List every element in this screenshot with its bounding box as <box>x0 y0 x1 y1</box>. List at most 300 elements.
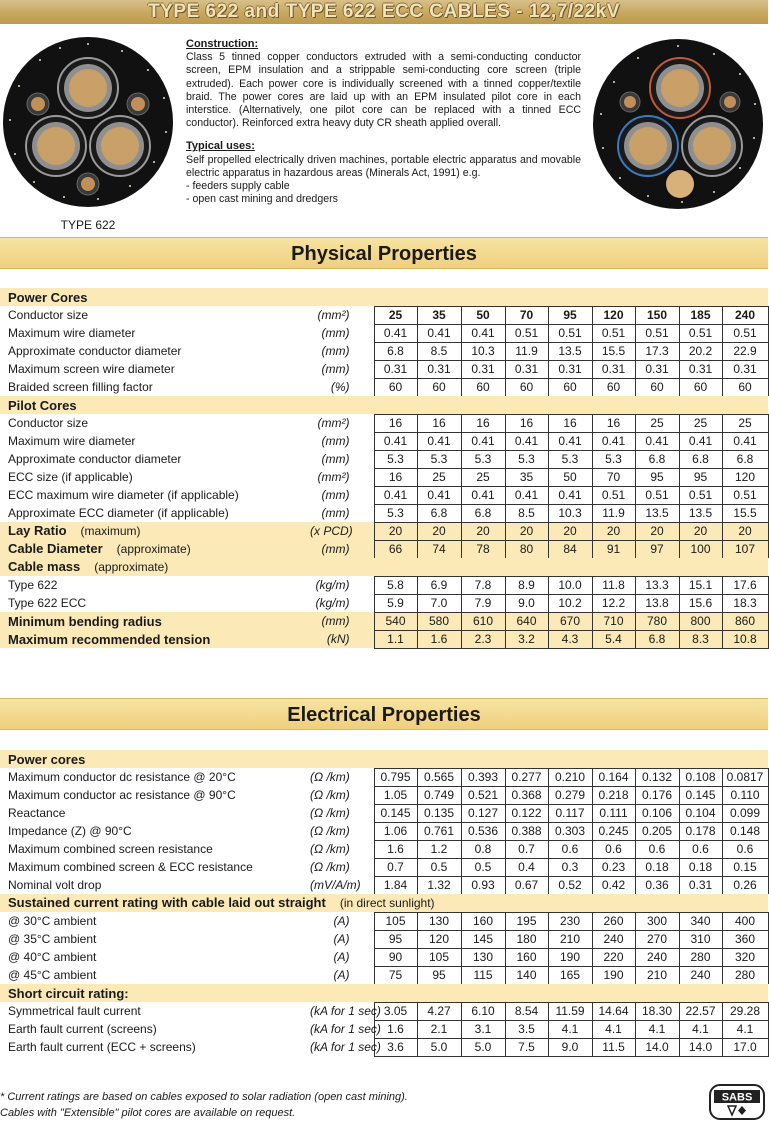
table-cell: 0.749 <box>417 786 461 804</box>
table-cell: 0.41 <box>461 432 505 450</box>
category-sustained-current <box>0 894 768 912</box>
row-unit: (mm) <box>321 433 350 448</box>
table-row <box>0 1038 768 1056</box>
table-cell: 0.218 <box>592 786 635 804</box>
category-label: Pilot Cores <box>8 397 77 413</box>
cable-cross-section-type-622-ecc <box>592 38 764 210</box>
table-cell: 20 <box>461 522 505 540</box>
table-cell: 4.1 <box>592 1020 635 1038</box>
table-cell: 0.565 <box>417 768 461 786</box>
row-unit: (x PCD) <box>310 522 374 540</box>
table-cell: 60 <box>722 378 768 396</box>
table-cell: 22.57 <box>679 1002 722 1020</box>
table-cell: 0.795 <box>374 768 417 786</box>
table-cell: 240 <box>592 930 635 948</box>
construction-text: Class 5 tinned copper conductors extruded with a semi-conducting conductor screen, EPM insulation and a strippable semi-conducting core screen (triple extruded). Each power core is individually screened with a tinned copper/textile braid. The power cores are laid up with an EPM insulated pilot core in each interstice. (Alternatively, one pilot core can be replaced with a tinned ECC conductor). Reinforced extra heavy duty CR sheath applied overall. <box>186 51 581 130</box>
table-cell: 0.5 <box>461 858 505 876</box>
table-cell: 11.5 <box>592 1038 635 1056</box>
table-cell: 100 <box>679 540 722 558</box>
table-cell: 0.18 <box>635 858 679 876</box>
table-cell: 4.1 <box>679 1020 722 1038</box>
table-cell: 3.1 <box>461 1020 505 1038</box>
table-cell: 120 <box>722 468 768 486</box>
table-cell: 75 <box>374 966 417 984</box>
table-cell: 17.6 <box>722 576 768 594</box>
table-cell: 0.7 <box>505 840 548 858</box>
table-cell: 4.3 <box>548 630 592 648</box>
table-cell: 120 <box>592 306 635 324</box>
table-cell: 0.6 <box>548 840 592 858</box>
table-cell: 0.51 <box>679 324 722 342</box>
table-cell: 0.31 <box>679 360 722 378</box>
table-cell: 0.205 <box>635 822 679 840</box>
table-cell: 240 <box>722 306 768 324</box>
table-cell: 1.6 <box>374 840 417 858</box>
table-cell: 78 <box>461 540 505 558</box>
table-cell: 0.178 <box>679 822 722 840</box>
row-unit: (Ω /km) <box>310 787 350 802</box>
table-cell: 165 <box>548 966 592 984</box>
table-cell: 5.9 <box>374 594 417 612</box>
table-cell: 4.1 <box>548 1020 592 1038</box>
table-cell: 280 <box>722 966 768 984</box>
category-note: (approximate) <box>94 560 169 574</box>
table-cell: 780 <box>635 612 679 630</box>
row-label: Nominal volt drop <box>8 877 102 892</box>
table-cell: 6.8 <box>374 342 417 360</box>
table-cell: 5.3 <box>374 504 417 522</box>
table-row <box>0 930 768 948</box>
table-cell: 0.104 <box>679 804 722 822</box>
table-cell: 0.6 <box>635 840 679 858</box>
table-cell: 230 <box>548 912 592 930</box>
table-cell: 18.30 <box>635 1002 679 1020</box>
row-unit: (mm) <box>310 612 374 630</box>
row-unit: (kA for 1 sec) <box>310 1021 381 1036</box>
table-cell: 210 <box>635 966 679 984</box>
row-label: Conductor size <box>8 307 89 322</box>
table-row <box>0 468 768 486</box>
table-cell: 7.9 <box>461 594 505 612</box>
table-cell: 1.2 <box>417 840 461 858</box>
table-cell: 0.51 <box>722 324 768 342</box>
table-cell: 8.9 <box>505 576 548 594</box>
electrical-properties-heading: Electrical Properties <box>0 698 768 730</box>
row-unit: (%) <box>330 379 350 394</box>
table-cell: 0.132 <box>635 768 679 786</box>
table-row <box>0 540 768 558</box>
table-cell: 16 <box>548 414 592 432</box>
cable-caption: TYPE 622 <box>60 218 116 232</box>
row-unit: (mm²) <box>317 415 350 430</box>
table-cell: 91 <box>592 540 635 558</box>
table-row <box>0 522 768 540</box>
table-cell: 1.05 <box>374 786 417 804</box>
table-cell: 0.110 <box>722 786 768 804</box>
title-banner <box>0 0 768 24</box>
table-row <box>0 612 768 630</box>
row-label: Approximate conductor diameter <box>8 451 182 466</box>
table-cell: 0.23 <box>592 858 635 876</box>
table-cell: 195 <box>505 912 548 930</box>
table-cell: 0.41 <box>417 486 461 504</box>
row-unit: (mm) <box>321 325 350 340</box>
table-cell: 0.51 <box>722 486 768 504</box>
table-cell: 0.521 <box>461 786 505 804</box>
table-cell: 0.4 <box>505 858 548 876</box>
table-cell: 107 <box>722 540 768 558</box>
table-cell: 0.41 <box>722 432 768 450</box>
row-unit: (mm) <box>321 361 350 376</box>
table-cell: 640 <box>505 612 548 630</box>
table-cell: 0.31 <box>635 360 679 378</box>
table-row <box>0 840 768 858</box>
table-cell: 150 <box>635 306 679 324</box>
table-cell: 11.8 <box>592 576 635 594</box>
table-cell: 13.5 <box>679 504 722 522</box>
table-cell: 800 <box>679 612 722 630</box>
table-cell: 140 <box>505 966 548 984</box>
table-cell: 6.8 <box>722 450 768 468</box>
table-cell: 0.51 <box>548 324 592 342</box>
table-cell: 0.41 <box>548 486 592 504</box>
table-cell: 25 <box>679 414 722 432</box>
table-cell: 0.41 <box>592 432 635 450</box>
category-note: (in direct sunlight) <box>339 896 435 910</box>
table-row <box>0 414 768 432</box>
table-row <box>0 822 768 840</box>
table-cell: 0.41 <box>374 432 417 450</box>
table-cell: 105 <box>374 912 417 930</box>
table-cell: 16 <box>461 414 505 432</box>
table-cell: 25 <box>722 414 768 432</box>
table-cell: 130 <box>461 948 505 966</box>
table-cell: 80 <box>505 540 548 558</box>
footnotes <box>0 1089 408 1121</box>
category-label: Sustained current rating with cable laid out straight <box>8 895 326 910</box>
table-cell: 2.3 <box>461 630 505 648</box>
row-unit: (A) <box>333 931 350 946</box>
row-label: Braided screen filling factor <box>8 379 153 394</box>
table-cell: 0.3 <box>548 858 592 876</box>
sabs-logo <box>708 1083 766 1121</box>
table-row <box>0 858 768 876</box>
row-label: Type 622 <box>8 577 58 592</box>
row-unit: (kg/m) <box>315 595 350 610</box>
table-cell: 0.31 <box>505 360 548 378</box>
table-cell: 0.31 <box>679 876 722 894</box>
row-label: Lay Ratio <box>8 523 67 538</box>
table-cell: 11.59 <box>548 1002 592 1020</box>
category-label: Power cores <box>8 751 86 767</box>
table-cell: 10.2 <box>548 594 592 612</box>
row-label: Symmetrical fault current <box>8 1003 141 1018</box>
table-row <box>0 786 768 804</box>
row-label: Impedance (Z) @ 90°C <box>8 823 132 838</box>
table-cell: 340 <box>679 912 722 930</box>
row-unit: (A) <box>333 949 350 964</box>
table-cell: 8.54 <box>505 1002 548 1020</box>
table-cell: 95 <box>679 468 722 486</box>
table-cell: 360 <box>722 930 768 948</box>
table-row <box>0 948 768 966</box>
table-cell: 20 <box>592 522 635 540</box>
table-cell: 3.5 <box>505 1020 548 1038</box>
table-cell: 12.2 <box>592 594 635 612</box>
table-cell: 50 <box>548 468 592 486</box>
table-cell: 13.5 <box>548 342 592 360</box>
table-cell: 0.127 <box>461 804 505 822</box>
row-label: Type 622 ECC <box>8 595 87 610</box>
table-row <box>0 630 768 648</box>
row-unit: (kN) <box>310 630 374 648</box>
table-cell: 11.9 <box>505 342 548 360</box>
table-cell: 280 <box>679 948 722 966</box>
table-row <box>0 1002 768 1020</box>
table-cell: 0.31 <box>592 360 635 378</box>
table-cell: 6.8 <box>679 450 722 468</box>
table-cell: 0.245 <box>592 822 635 840</box>
table-cell: 60 <box>417 378 461 396</box>
table-cell: 0.303 <box>548 822 592 840</box>
table-cell: 15.5 <box>592 342 635 360</box>
table-row <box>0 768 768 786</box>
table-cell: 9.0 <box>548 1038 592 1056</box>
row-unit: (mm) <box>321 505 350 520</box>
row-unit: (A) <box>333 913 350 928</box>
table-cell: 5.4 <box>592 630 635 648</box>
table-row <box>0 324 768 342</box>
table-cell: 20 <box>722 522 768 540</box>
table-cell: 160 <box>505 948 548 966</box>
table-cell: 97 <box>635 540 679 558</box>
table-cell: 5.3 <box>461 450 505 468</box>
row-label: Maximum combined screen resistance <box>8 841 213 856</box>
table-cell: 18.3 <box>722 594 768 612</box>
table-cell: 0.41 <box>548 432 592 450</box>
table-row <box>0 504 768 522</box>
table-cell: 14.0 <box>635 1038 679 1056</box>
table-cell: 13.3 <box>635 576 679 594</box>
table-cell: 8.5 <box>505 504 548 522</box>
table-row <box>0 966 768 984</box>
table-row <box>0 342 768 360</box>
table-cell: 6.9 <box>417 576 461 594</box>
table-cell: 5.3 <box>592 450 635 468</box>
table-cell: 17.0 <box>722 1038 768 1056</box>
table-cell: 190 <box>548 948 592 966</box>
table-cell: 5.3 <box>417 450 461 468</box>
table-cell: 29.28 <box>722 1002 768 1020</box>
table-cell: 84 <box>548 540 592 558</box>
table-cell: 20 <box>374 522 417 540</box>
table-cell: 310 <box>679 930 722 948</box>
table-cell: 0.31 <box>374 360 417 378</box>
table-cell: 20 <box>635 522 679 540</box>
row-unit: (kA for 1 sec) <box>310 1003 381 1018</box>
table-cell: 16 <box>417 414 461 432</box>
table-cell: 0.31 <box>722 360 768 378</box>
table-cell: 20 <box>505 522 548 540</box>
table-cell: 13.8 <box>635 594 679 612</box>
row-label: Maximum conductor ac resistance @ 90°C <box>8 787 236 802</box>
table-cell: 10.3 <box>548 504 592 522</box>
typical-use-item: - feeders supply cable <box>186 180 290 193</box>
table-cell: 10.8 <box>722 630 768 648</box>
table-cell: 7.5 <box>505 1038 548 1056</box>
table-cell: 0.26 <box>722 876 768 894</box>
table-cell: 17.3 <box>635 342 679 360</box>
table-cell: 50 <box>461 306 505 324</box>
row-unit: (mm) <box>310 540 374 558</box>
table-cell: 0.6 <box>679 840 722 858</box>
table-cell: 7.8 <box>461 576 505 594</box>
table-cell: 9.0 <box>505 594 548 612</box>
table-cell: 270 <box>635 930 679 948</box>
table-cell: 0.761 <box>417 822 461 840</box>
table-cell: 0.164 <box>592 768 635 786</box>
table-cell: 160 <box>461 912 505 930</box>
table-cell: 3.2 <box>505 630 548 648</box>
table-cell: 20 <box>548 522 592 540</box>
table-cell: 0.31 <box>417 360 461 378</box>
row-note: (maximum) <box>80 524 141 538</box>
table-cell: 95 <box>374 930 417 948</box>
table-cell: 0.145 <box>679 786 722 804</box>
row-unit: (A) <box>333 967 350 982</box>
table-cell: 580 <box>417 612 461 630</box>
table-cell: 240 <box>679 966 722 984</box>
table-row <box>0 306 768 324</box>
table-cell: 1.84 <box>374 876 417 894</box>
table-cell: 220 <box>592 948 635 966</box>
table-row <box>0 1020 768 1038</box>
table-cell: 95 <box>417 966 461 984</box>
table-cell: 0.41 <box>417 432 461 450</box>
table-cell: 60 <box>374 378 417 396</box>
table-cell: 6.8 <box>635 450 679 468</box>
table-cell: 10.0 <box>548 576 592 594</box>
table-cell: 860 <box>722 612 768 630</box>
table-cell: 1.6 <box>374 1020 417 1038</box>
table-cell: 0.36 <box>635 876 679 894</box>
table-cell: 0.52 <box>548 876 592 894</box>
table-cell: 3.05 <box>374 1002 417 1020</box>
table-cell: 670 <box>548 612 592 630</box>
table-cell: 8.3 <box>679 630 722 648</box>
row-label: Maximum wire diameter <box>8 433 136 448</box>
table-cell: 130 <box>417 912 461 930</box>
row-label: Maximum wire diameter <box>8 325 136 340</box>
table-cell: 145 <box>461 930 505 948</box>
table-row <box>0 594 768 612</box>
table-cell: 0.93 <box>461 876 505 894</box>
table-cell: 4.1 <box>722 1020 768 1038</box>
row-unit: (mV/A/m) <box>310 877 361 892</box>
table-cell: 0.51 <box>592 486 635 504</box>
construction-heading: Construction: <box>186 38 259 50</box>
table-cell: 3.6 <box>374 1038 417 1056</box>
table-cell: 0.41 <box>679 432 722 450</box>
table-cell: 16 <box>374 414 417 432</box>
table-cell: 0.41 <box>374 324 417 342</box>
table-cell: 0.51 <box>679 486 722 504</box>
row-label: Minimum bending radius <box>8 613 162 629</box>
table-cell: 8.5 <box>417 342 461 360</box>
table-cell: 0.8 <box>461 840 505 858</box>
table-cell: 10.3 <box>461 342 505 360</box>
table-cell: 0.15 <box>722 858 768 876</box>
table-cell: 0.176 <box>635 786 679 804</box>
table-cell: 1.06 <box>374 822 417 840</box>
table-cell: 70 <box>505 306 548 324</box>
table-cell: 60 <box>505 378 548 396</box>
table-cell: 0.51 <box>635 486 679 504</box>
table-cell: 6.10 <box>461 1002 505 1020</box>
table-cell: 0.18 <box>679 858 722 876</box>
table-cell: 0.393 <box>461 768 505 786</box>
table-cell: 260 <box>592 912 635 930</box>
table-cell: 0.210 <box>548 768 592 786</box>
table-row <box>0 432 768 450</box>
table-cell: 5.3 <box>548 450 592 468</box>
row-unit: (mm) <box>321 451 350 466</box>
table-cell: 0.41 <box>374 486 417 504</box>
table-cell: 14.0 <box>679 1038 722 1056</box>
table-cell: 25 <box>417 468 461 486</box>
table-cell: 0.111 <box>592 804 635 822</box>
table-cell: 0.135 <box>417 804 461 822</box>
table-cell: 0.41 <box>505 486 548 504</box>
row-unit: (kA for 1 sec) <box>310 1039 381 1054</box>
table-cell: 0.108 <box>679 768 722 786</box>
table-cell: 16 <box>592 414 635 432</box>
table-cell: 11.9 <box>592 504 635 522</box>
table-cell: 0.145 <box>374 804 417 822</box>
row-label: Approximate ECC diameter (if applicable) <box>8 505 229 520</box>
table-cell: 0.0817 <box>722 768 768 786</box>
table-cell: 300 <box>635 912 679 930</box>
table-cell: 2.1 <box>417 1020 461 1038</box>
table-row <box>0 486 768 504</box>
table-cell: 0.31 <box>461 360 505 378</box>
row-label: Approximate conductor diameter <box>8 343 182 358</box>
row-unit: (Ω /km) <box>310 823 350 838</box>
table-cell: 0.41 <box>635 432 679 450</box>
table-cell: 105 <box>417 948 461 966</box>
table-row <box>0 912 768 930</box>
row-unit: (Ω /km) <box>310 769 350 784</box>
table-cell: 240 <box>635 948 679 966</box>
table-cell: 0.6 <box>722 840 768 858</box>
row-label: Maximum conductor dc resistance @ 20°C <box>8 769 236 784</box>
category-short-circuit <box>0 984 768 1002</box>
table-cell: 0.388 <box>505 822 548 840</box>
table-row <box>0 876 768 894</box>
table-cell: 25 <box>635 414 679 432</box>
table-cell: 16 <box>505 414 548 432</box>
physical-properties-table <box>0 288 769 649</box>
table-cell: 0.5 <box>417 858 461 876</box>
table-cell: 190 <box>592 966 635 984</box>
table-cell: 90 <box>374 948 417 966</box>
table-cell: 0.368 <box>505 786 548 804</box>
table-cell: 13.5 <box>635 504 679 522</box>
category-power-cores <box>0 288 768 306</box>
table-cell: 0.51 <box>505 324 548 342</box>
row-unit: (Ω /km) <box>310 805 350 820</box>
table-cell: 0.41 <box>505 432 548 450</box>
